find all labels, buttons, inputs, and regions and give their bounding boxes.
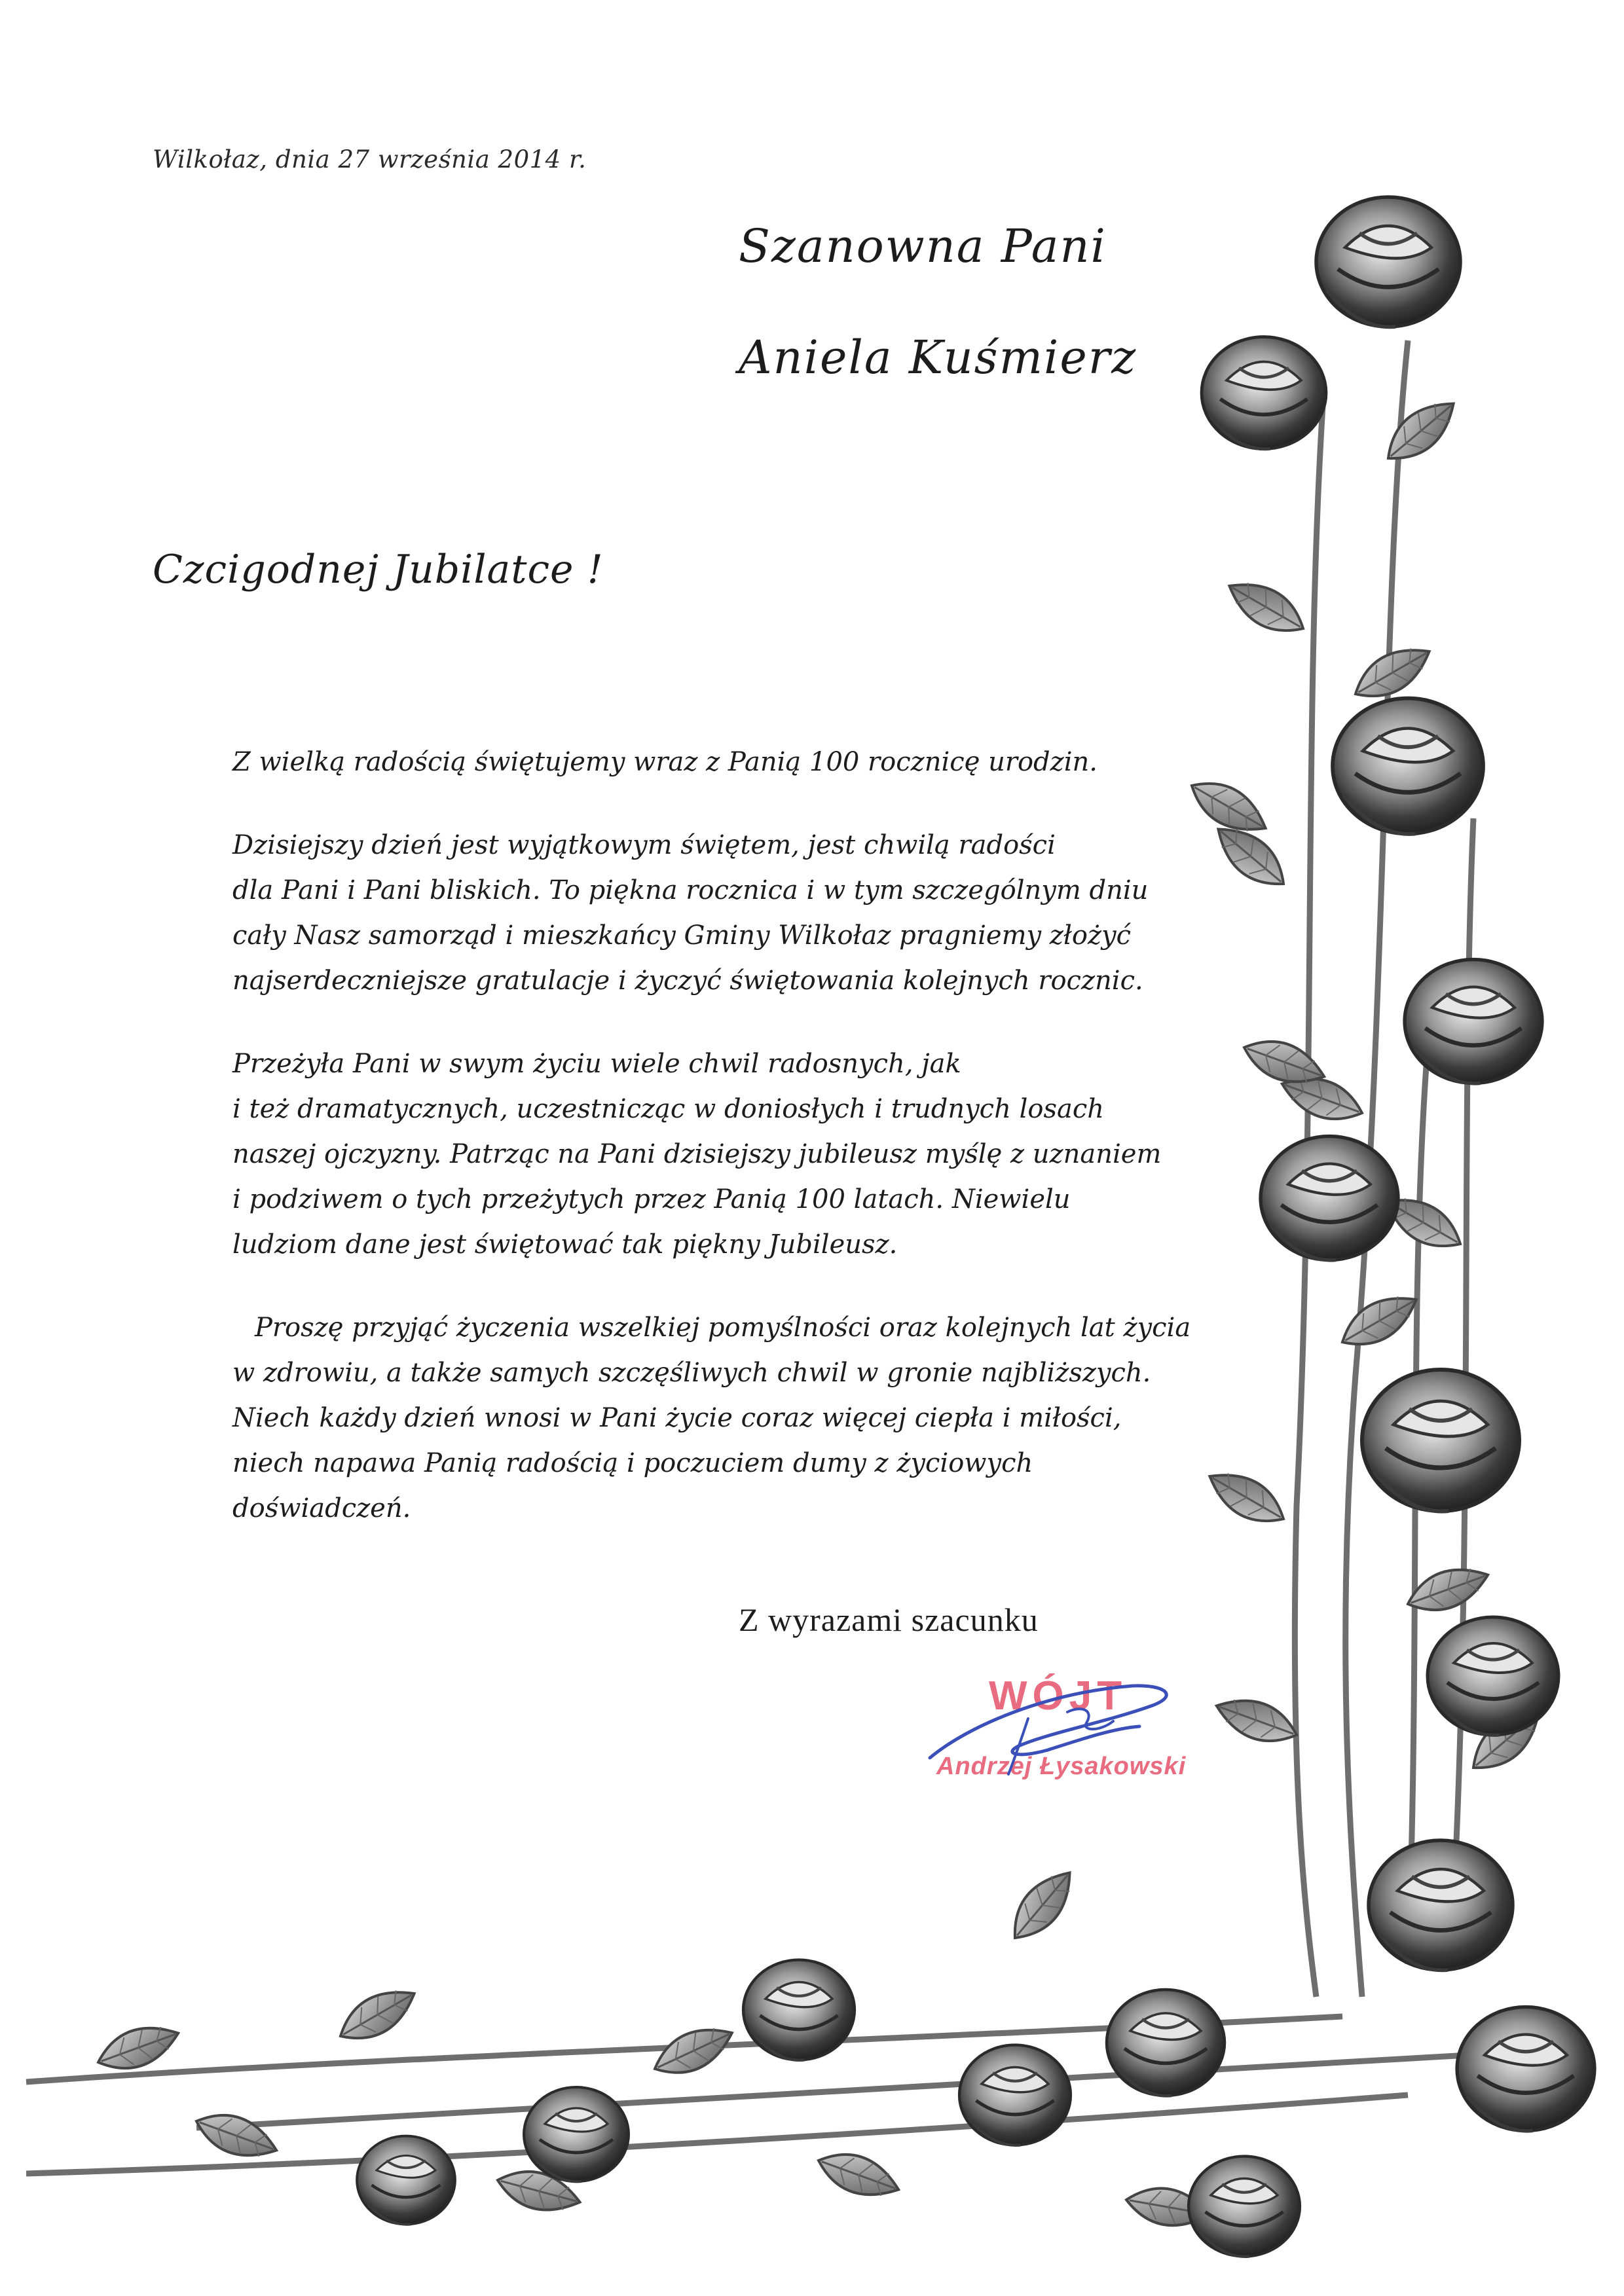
text-line: cały Nasz samorząd i mieszkańcy Gminy Wilkołaz pragniemy złożyć — [232, 920, 1132, 951]
letter-body — [232, 740, 1254, 1569]
paragraph — [232, 740, 1254, 785]
official-stamp — [917, 1666, 1257, 1817]
text-line: w zdrowiu, a także samych szczęśliwych chwil w gronie najbliższych. — [232, 1358, 1151, 1388]
stamp-title: WÓJT — [989, 1673, 1128, 1719]
text-line: Proszę przyjąć życzenia wszelkiej pomyślności oraz kolejnych lat życia — [255, 1313, 1191, 1343]
paragraph — [232, 1042, 1254, 1267]
paragraph — [232, 1305, 1254, 1531]
text-line: niech napawa Panią radością i poczuciem dumy z życiowych — [232, 1448, 1033, 1478]
text-line: naszej ojczyzny. Patrząc na Pani dzisiejszy jubileusz myślę z uznaniem — [232, 1139, 1162, 1169]
text-line: i też dramatycznych, uczestnicząc w doniosłych i trudnych losach — [232, 1094, 1104, 1124]
text-line: ludziom dane jest świętować tak piękny Jubileusz. — [232, 1230, 898, 1260]
letter-date: Wilkołaz, dnia 27 września 2014 r. — [153, 145, 587, 173]
text-line: najserdeczniejsze gratulacje i życzyć świętowania kolejnych rocznic. — [232, 966, 1143, 996]
text-line: Niech każdy dzień wnosi w Pani życie coraz więcej ciepła i miłości, — [232, 1403, 1122, 1433]
closing-phrase: Z wyrazami szacunku — [739, 1601, 1039, 1638]
text-line: dla Pani i Pani bliskich. To piękna rocznica i w tym szczególnym dniu — [232, 875, 1149, 905]
text-line: doświadczeń. — [232, 1493, 411, 1523]
salutation-title: Szanowna Pani — [739, 219, 1107, 273]
stamp-name: Andrzej Łysakowski — [936, 1753, 1187, 1780]
greeting-heading: Czcigodnej Jubilatce ! — [153, 547, 604, 592]
text-line: Z wielką radością świętujemy wraz z Panią 100 rocznicę urodzin. — [232, 747, 1098, 777]
text-line: Dzisiejszy dzień jest wyjątkowym świętem, jest chwilą radości — [232, 830, 1056, 860]
text-line: Przeżyła Pani w swym życiu wiele chwil radosnych, jak — [232, 1049, 961, 1079]
recipient-name: Aniela Kuśmierz — [739, 331, 1137, 384]
handwritten-signature — [917, 1666, 1257, 1817]
paragraph — [232, 823, 1254, 1004]
text-line: i podziwem o tych przeżytych przez Panią 100 latach. Niewielu — [232, 1184, 1071, 1214]
